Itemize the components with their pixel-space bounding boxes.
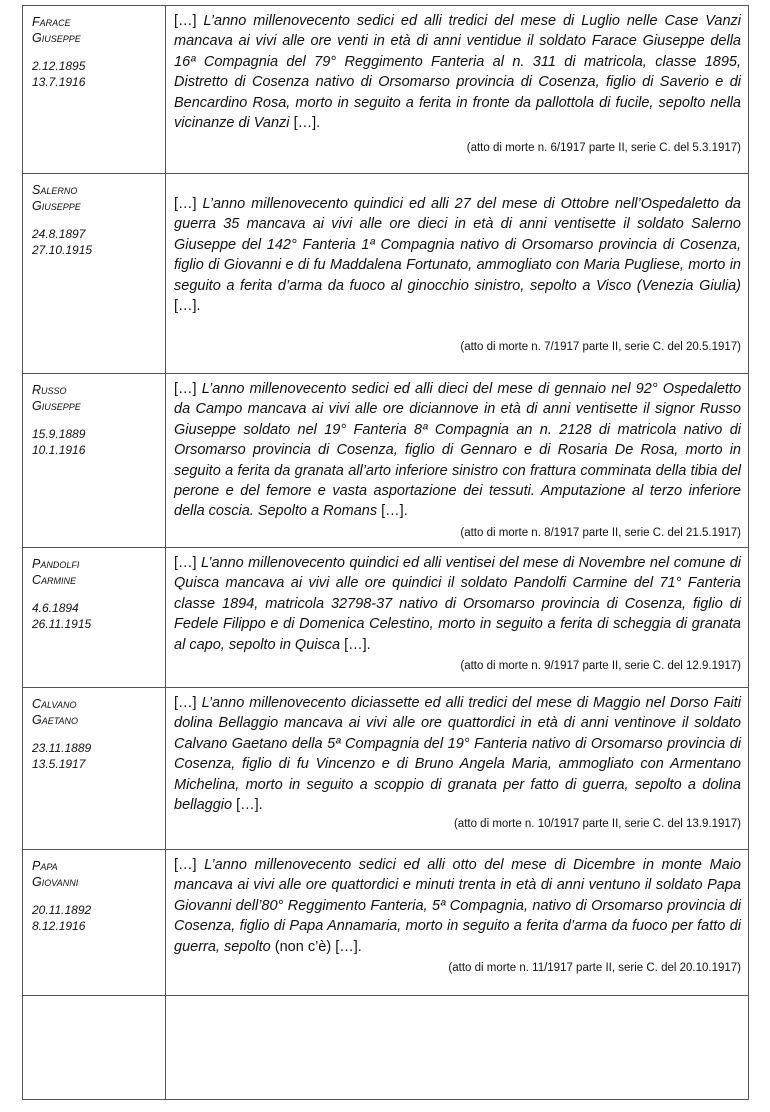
- omission-mark: […]: [174, 695, 197, 711]
- record-row-russo: [23, 374, 749, 548]
- record-row-calvano: [23, 688, 749, 850]
- death-date: 10.1.1916: [32, 443, 86, 457]
- omission-mark: […]: [174, 555, 197, 571]
- soldier-surname: Pandolfi: [32, 557, 80, 571]
- soldier-cell: [23, 174, 166, 374]
- record-body: L’anno millenovecento sedici ed alli otto del mese di Dicembre in monte Maio mancava ai vivi alle ore quattordici e minuti trenta in età di anni ventuno il soldato Papa Giovanni dell’80° Reggimento Fanteria, 5ª Compagnia, nativo di Orsomarso provincia di Cosenza, figlio di Papa Annamaria, morto in seguito a ferita d’arma da fuoco per fatto di guerra, sepolto: [174, 857, 741, 955]
- record-text: [174, 194, 741, 316]
- record-body: L’anno millenovecento sedici ed alli dieci del mese di gennaio nel 92° Ospedaletto da Campo mancava ai vivi alle ore diciannove in età di anni ventisette il signor Russo Giuseppe soldato nel 19° Fanteria 8ª Compagnia an n. 2128 di matricola nativo di Orsomarso provincia di Cosenza, figlio di Gennaro e di Rosaria De Rosa, morto in seguito a ferita da granata all’arto inferiore sinistro con frattura comminata della tibia del perone e del femore e vasta asportazione dei tessuti. Amputazione al terzo inferiore della coscia. Sepolto a Romans: [174, 381, 742, 520]
- omission-mark: […]: [174, 196, 197, 212]
- death-date: 13.5.1917: [32, 757, 86, 771]
- death-act-reference: (atto di morte n. 9/1917 parte II, serie C. del 12.9.1917): [460, 660, 741, 673]
- death-date: 8.12.1916: [32, 919, 86, 933]
- record-body: L’anno millenovecento sedici ed alli tredici del mese di Luglio nelle Case Vanzi mancava ai vivi alle ore venti in età di anni ventidue il soldato Farace Giuseppe della 16ª Compagnia del 79° Reggimento Fanteria al n. 311 di matricola, classe 1895, Distretto di Cosenza nativo di Orsomarso provincia di Cosenza, figlio di Saverio e di Bencardino Rosa, morto in seguito a ferita in fronte da pallottola di fucile, sepolto nella vicinanze di Vanzi: [174, 13, 741, 132]
- death-date: 27.10.1915: [32, 243, 93, 257]
- empty-record-cell: [166, 996, 749, 1100]
- record-cell: [166, 548, 749, 688]
- death-records-table: [22, 5, 749, 1100]
- record-tail: […].: [344, 636, 371, 653]
- death-act-reference: (atto di morte n. 11/1917 parte II, serie C. del 20.10.1917): [448, 962, 741, 975]
- soldier-cell: [23, 6, 166, 174]
- omission-mark: […]: [174, 381, 197, 397]
- soldier-cell: [23, 374, 166, 548]
- death-act-reference: (atto di morte n. 7/1917 parte II, serie C. del 20.5.1917): [460, 341, 741, 354]
- soldier-given-name: Gaetano: [32, 713, 79, 727]
- record-text: [174, 855, 741, 957]
- death-date: 13.7.1916: [32, 75, 86, 89]
- empty-record-row: [23, 996, 749, 1100]
- record-text: [174, 693, 741, 815]
- soldier-given-name: Carmine: [32, 573, 77, 587]
- birth-date: 24.8.1897: [32, 227, 86, 241]
- soldier-given-name: Giuseppe: [32, 31, 81, 45]
- soldier-cell: [23, 548, 166, 688]
- life-dates: [32, 740, 159, 772]
- record-row-pandolfi: [23, 548, 749, 688]
- record-cell: [166, 6, 749, 174]
- omission-mark: […]: [174, 13, 197, 29]
- record-text: [174, 379, 741, 522]
- record-tail: […].: [381, 503, 408, 520]
- record-tail: […].: [174, 298, 201, 315]
- death-act-reference: (atto di morte n. 10/1917 parte II, serie C. del 13.9.1917): [453, 818, 741, 831]
- record-body: L’anno millenovecento quindici ed alli 27 del mese di Ottobre nell’Ospedaletto da guerra 35 mancava ai vivi alle ore dieci in età di anni ventisette il soldato Salerno Giuseppe del 142° Fanteria 1ª Compagnia nativo di Orsomarso provincia di Cosenza, figlio di Giovanni e di fu Maddalena Fortunato, ammogliato con Maria Pugliese, morto in seguito a ferita d’arma da fuoco al ginocchio sinistro, sepolto a Visco (Venezia Giulia): [174, 196, 741, 294]
- birth-date: 4.6.1894: [32, 601, 79, 615]
- record-tail: […].: [293, 115, 321, 132]
- soldier-surname: Salerno: [32, 183, 78, 197]
- soldier-surname: Papa: [32, 859, 58, 873]
- soldier-cell: [23, 688, 166, 850]
- birth-date: 23.11.1889: [32, 741, 92, 755]
- record-body: L’anno millenovecento quindici ed alli ventisei del mese di Novembre nel comune di Quisca mancava ai vivi alle ore quindici il soldato Pandolfi Carmine del 71° Fanteria classe 1894, matricola 32798-37 nativo di Orsomarso provincia di Cosenza, figlio di Fedele Filippo e di Domenica Celestino, morto in seguito a ferita di scheggia di granata al capo, sepolto in Quisca: [174, 555, 742, 653]
- birth-date: 15.9.1889: [32, 427, 86, 441]
- empty-soldier-cell: [23, 996, 166, 1100]
- record-cell: [166, 174, 749, 374]
- record-cell: [166, 374, 749, 548]
- soldier-cell: [23, 850, 166, 996]
- life-dates: [32, 600, 159, 632]
- soldier-surname: Russo: [32, 383, 67, 397]
- record-cell: [166, 688, 749, 850]
- soldier-given-name: Giuseppe: [32, 399, 81, 413]
- soldier-given-name: Giuseppe: [32, 199, 81, 213]
- record-row-farace: [23, 6, 749, 174]
- life-dates: [32, 426, 159, 458]
- death-act-reference: (atto di morte n. 8/1917 parte II, serie C. del 21.5.1917): [460, 526, 741, 539]
- birth-date: 2.12.1895: [32, 59, 86, 73]
- soldier-surname: Farace: [32, 15, 71, 29]
- record-row-salerno: [23, 174, 749, 374]
- birth-date: 20.11.1892: [32, 903, 92, 917]
- death-act-reference: (atto di morte n. 6/1917 parte II, serie C. del 5.3.1917): [466, 142, 741, 155]
- record-row-papa: [23, 850, 749, 996]
- soldier-given-name: Giovanni: [32, 875, 79, 889]
- record-text: [174, 553, 741, 655]
- life-dates: [32, 226, 159, 258]
- life-dates: [32, 58, 159, 90]
- omission-mark: […]: [174, 857, 197, 873]
- record-cell: [166, 850, 749, 996]
- record-tail: […].: [236, 797, 263, 814]
- life-dates: [32, 902, 159, 934]
- soldier-surname: Calvano: [32, 697, 77, 711]
- death-date: 26.11.1915: [32, 617, 92, 631]
- record-tail: (non c’è) […].: [274, 938, 362, 955]
- record-body: L’anno millenovecento diciassette ed alli tredici del mese di Maggio nel Dorso Faiti dolina Bellaggio mancava ai vivi alle ore quattordici in età di anni ventinove il soldato Calvano Gaetano della 5ª Compagnia del 19° Fanteria nativo di Orsomarso provincia di Cosenza, figlio di fu Vincenzo e di Bruno Angela Maria, ammogliato con Armentano Michelina, morto in seguito a scoppio di granata per fatto di guerra, sepolto a dolina bellaggio: [174, 695, 742, 814]
- record-text: [174, 11, 741, 133]
